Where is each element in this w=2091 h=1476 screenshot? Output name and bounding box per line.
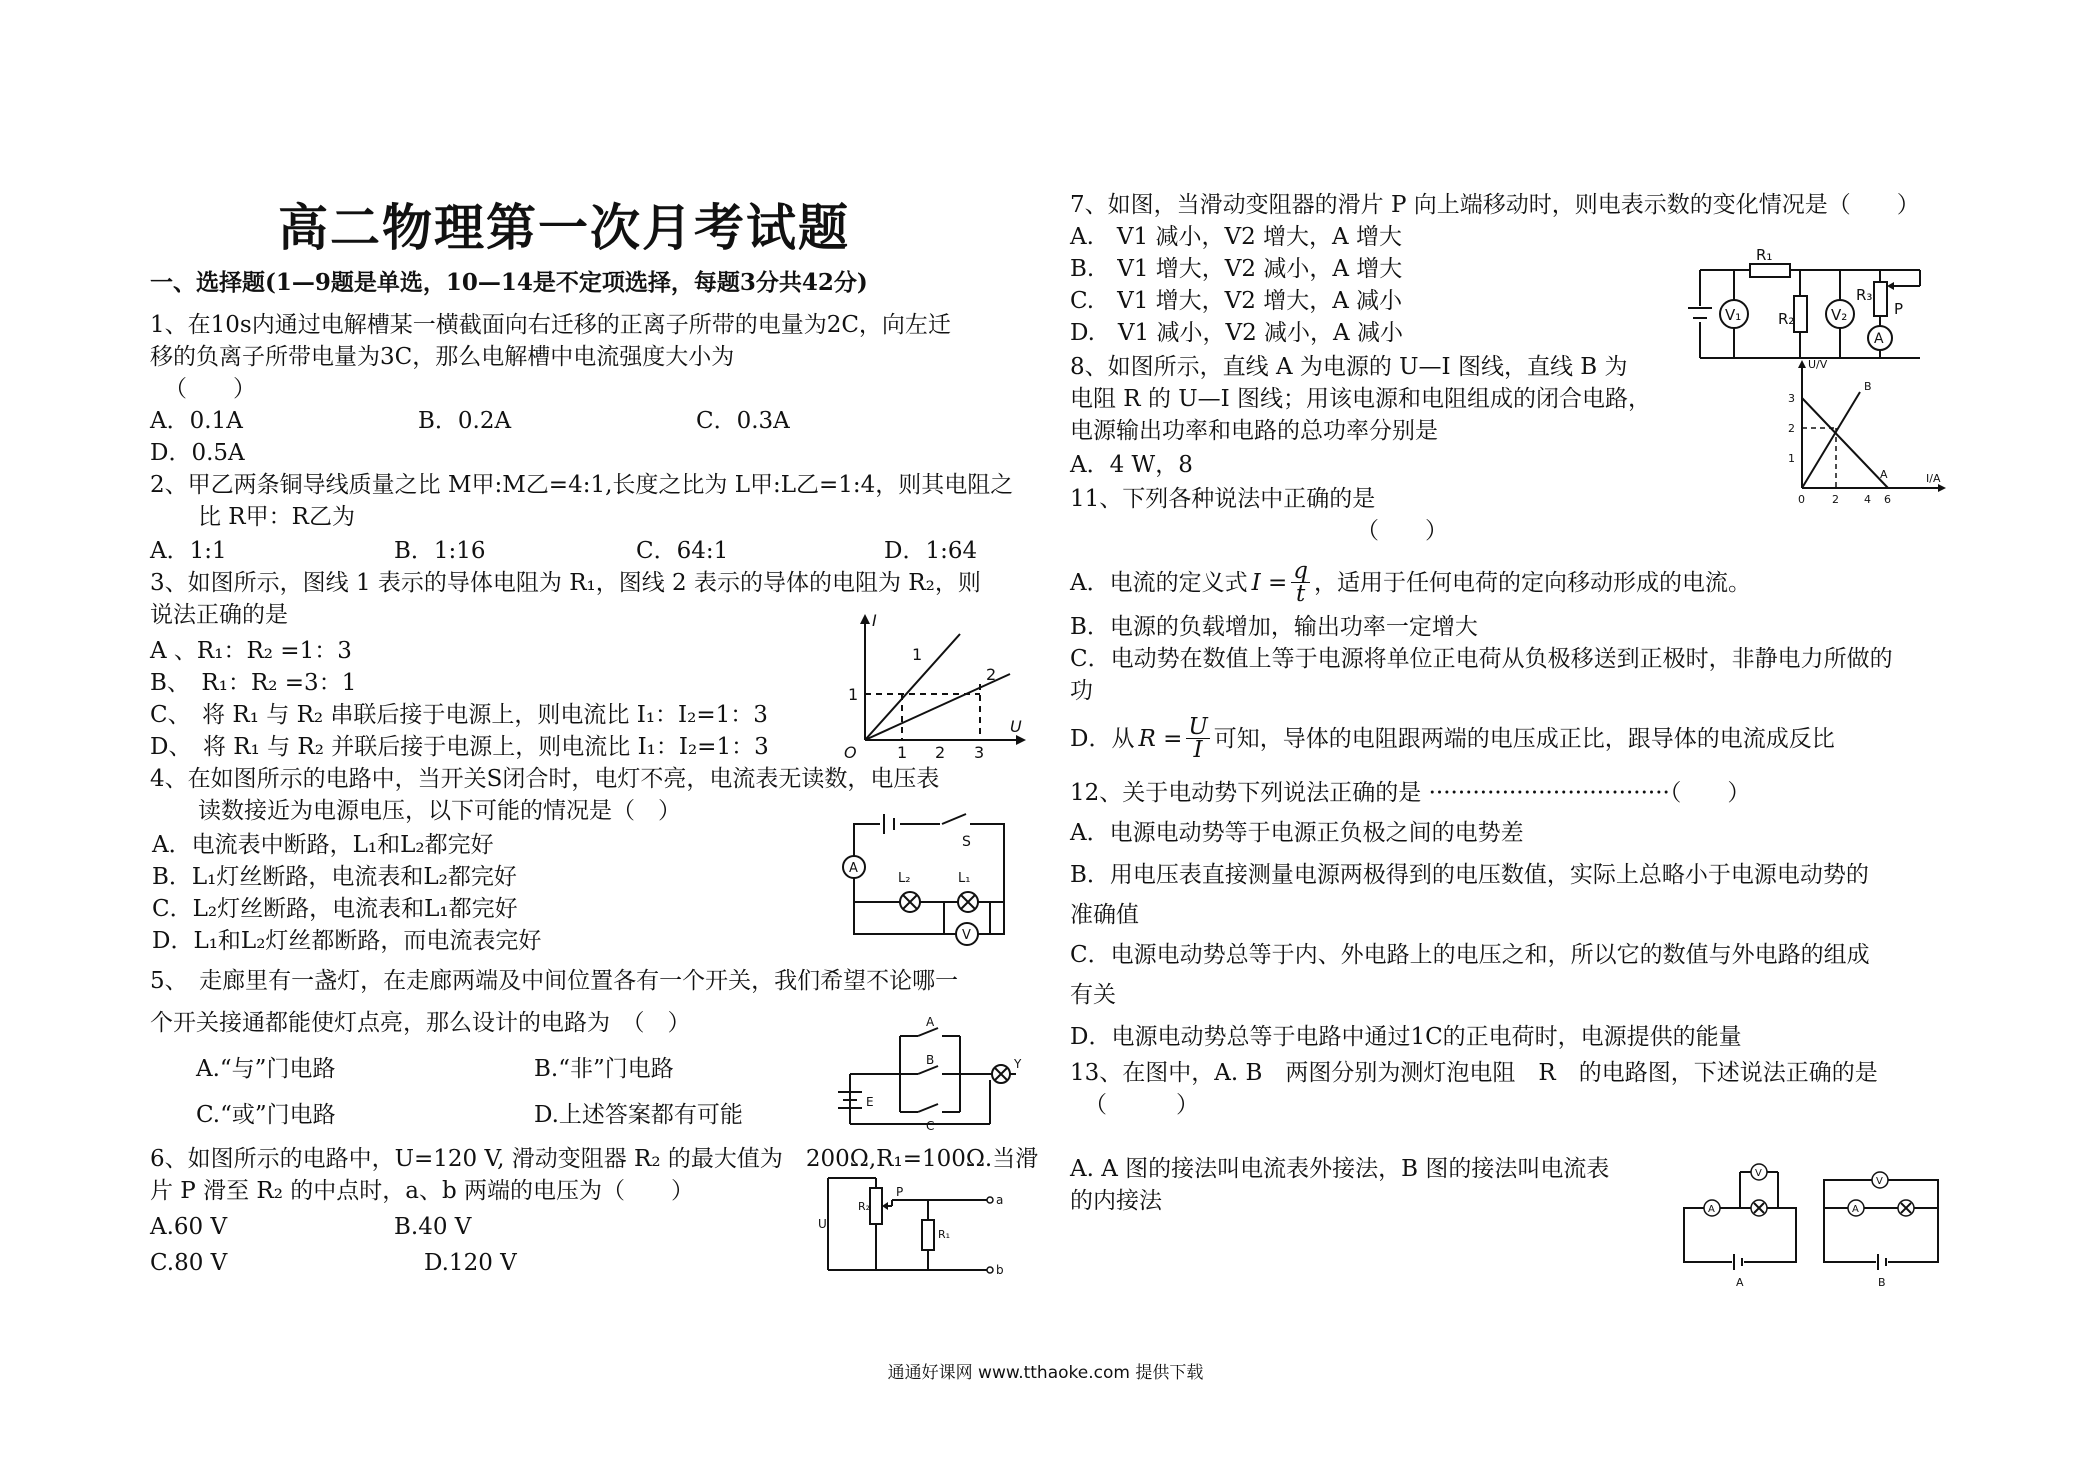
- q11-formula-numerator: q: [1293, 558, 1309, 584]
- q6-option-a: A.60 V: [150, 1214, 228, 1240]
- q12-option-c-line1: C．电源电动势总等于内、外电路上的电压之和，所以它的数值与外电路的组成: [1070, 942, 1870, 968]
- q11-stem: 11、下列各种说法中正确的是: [1070, 486, 1376, 512]
- page-title: 高二物理第一次月考试题: [278, 199, 850, 257]
- q11-formula-d-fraction: [1186, 716, 1209, 761]
- q5-stem-line2: 个开关接通都能使灯点亮，那么设计的电路为 （ ）: [150, 1010, 691, 1036]
- q8-ui-graph: [1780, 356, 1960, 506]
- q4-stem-line2: 读数接近为电源电压，以下可能的情况是（ ）: [198, 798, 681, 824]
- q6-option-d: D.120 V: [424, 1250, 517, 1276]
- q4-circuit-diagram: [840, 812, 1020, 950]
- q7-r2-label: R₂: [1778, 310, 1795, 328]
- q8-stem-line3: 电源输出功率和电路的总功率分别是: [1070, 418, 1438, 444]
- q11-formula-fraction: [1291, 560, 1310, 605]
- q8-tick-y2: 2: [1788, 422, 1795, 435]
- q2-option-a: A．1:1: [150, 538, 227, 564]
- q5-source-label: E: [866, 1095, 874, 1109]
- q1-option-a: A．0.1A: [150, 408, 243, 434]
- q11-option-c-line2: 功: [1070, 678, 1093, 704]
- q2-stem-line2: 比 R甲：R乙为: [198, 504, 355, 530]
- q6-stem-line1: 6、如图所示的电路中，U=120 V, 滑动变阻器 R₂ 的最大值为 200Ω,R₁=100Ω.当滑: [150, 1146, 1039, 1172]
- q3-stem-line2: 说法正确的是: [150, 602, 288, 628]
- q13-option-a-line2: 的内接法: [1070, 1188, 1162, 1214]
- q13-label-a: A: [1736, 1276, 1744, 1289]
- right-column: [1070, 0, 1970, 1476]
- q1-stem-line1: 1、在10s内通过电解槽某一横截面向右迁移的正离子所带的电量为2C，向左迁: [150, 312, 951, 338]
- q3-origin-label: O: [844, 743, 857, 762]
- q5-stem-line1: 5、 走廊里有一盏灯，在走廊两端及中间位置各有一个开关，我们希望不论哪一: [150, 968, 959, 994]
- q6-r2-label: R₂: [858, 1200, 871, 1213]
- q13-circuit-diagrams: [1680, 1160, 1950, 1290]
- q3-tick-x3: 3: [974, 743, 985, 762]
- q4-stem-line1: 4、在如图所示的电路中，当开关S闭合时，电灯不亮，电流表无读数，电压表: [150, 766, 940, 792]
- q6-u-label: U: [818, 1217, 827, 1231]
- q11-formula-lhs: I =: [1251, 569, 1288, 596]
- q3-line2-label: 2: [986, 665, 997, 684]
- q11-formula-d-lhs: R =: [1138, 725, 1183, 752]
- q4-option-c: C．L₂灯丝断路，电流表和L₁都完好: [152, 896, 518, 922]
- q12-option-c-line2: 有关: [1070, 982, 1116, 1008]
- q2-option-d: D．1:64: [884, 538, 978, 564]
- q3-option-a: A 、R₁：R₂ =1：3: [150, 638, 352, 664]
- q8-tick-y1: 1: [1788, 452, 1795, 465]
- q5-switch-c-label: C: [926, 1119, 935, 1132]
- q3-stem-line1: 3、如图所示，图线 1 表示的导体电阻为 R₁，图线 2 表示的导体的电阻为 R₂，则: [150, 570, 981, 596]
- q12-option-b-line1: B．用电压表直接测量电源两极得到的电压数值，实际上总略小于电源电动势的: [1070, 862, 1869, 888]
- q5-option-d: D.上述答案都有可能: [534, 1102, 743, 1128]
- q3-tick-x1: 1: [897, 743, 908, 762]
- q13-b-voltmeter: V: [1876, 1176, 1883, 1187]
- q12-stem: 12、关于电动势下列说法正确的是 ·································（ ）: [1070, 780, 1751, 806]
- q5-lamp-label: Y: [1014, 1057, 1022, 1071]
- q8-tick-x4: 4: [1864, 493, 1871, 506]
- left-column: [150, 0, 1039, 1476]
- q11-option-a-prefix: A．电流的定义式: [1070, 569, 1248, 596]
- q13-option-a-line1: A. A 图的接法叫电流表外接法，B 图的接法叫电流表: [1070, 1156, 1610, 1182]
- q7-option-a: A. V1 减小，V2 增大，A 增大: [1070, 224, 1402, 250]
- q11-option-d-prefix: D．从: [1070, 725, 1135, 752]
- q7-stem: 7、如图，当滑动变阻器的滑片 P 向上端移动时，则电表示数的变化情况是（ ）: [1070, 192, 1920, 218]
- q4-voltmeter-label: V: [962, 928, 971, 943]
- q3-line1-label: 1: [912, 645, 923, 664]
- q1-option-d: D．0.5A: [150, 440, 245, 466]
- q2-stem-line1: 2、甲乙两条铜导线质量之比 M甲:M乙=4:1,长度之比为 L甲:L乙=1:4，则其电阻之: [150, 472, 1014, 498]
- q5-switch-b-label: B: [926, 1053, 935, 1067]
- q13-a-ammeter: A: [1708, 1204, 1715, 1215]
- q4-option-b: B．L₁灯丝断路，电流表和L₂都完好: [152, 864, 517, 890]
- q8-stem-line2: 电阻 R 的 U—I 图线；用该电源和电阻组成的闭合电路，: [1070, 386, 1652, 412]
- q3-tick-x2: 2: [935, 743, 946, 762]
- q7-option-c: C. V1 增大，V2 增大，A 减小: [1070, 288, 1403, 314]
- q6-stem-line2: 片 P 滑至 R₂ 的中点时，a、b 两端的电压为（ ）: [150, 1178, 695, 1204]
- q2-option-c: C．64:1: [636, 538, 729, 564]
- q8-tick-x6: 6: [1884, 493, 1891, 506]
- q1-stem-line2: 移的负离子所带电量为3C，那么电解槽中电流强度大小为: [150, 344, 735, 370]
- q4-switch-label: S: [962, 834, 971, 850]
- q8-tick-y3: 3: [1788, 392, 1795, 405]
- q11-formula-denominator: t: [1296, 581, 1306, 607]
- q4-l2-label: L₂: [898, 871, 911, 886]
- q7-v2-label: V₂: [1831, 306, 1848, 324]
- q13-a-voltmeter: V: [1755, 1168, 1762, 1179]
- q12-option-d: D．电源电动势总等于电路中通过1C的正电荷时，电源提供的能量: [1070, 1024, 1742, 1050]
- q13-diagram-b: [1824, 1172, 1938, 1289]
- q11-option-a: [1070, 560, 1751, 605]
- q13-stem-line2: （ ）: [1084, 1092, 1199, 1118]
- q8-option-a: A．4 W，8: [1070, 452, 1193, 478]
- q7-p-label: P: [1894, 300, 1904, 318]
- q3-axis-u-label: U: [1010, 717, 1022, 736]
- q3-option-d: D、 将 R₁ 与 R₂ 并联后接于电源上，则电流比 I₁：I₂=1：3: [150, 734, 769, 760]
- q2-option-b: B．1:16: [394, 538, 486, 564]
- q11-option-b: B．电源的负载增加，输出功率一定增大: [1070, 614, 1478, 640]
- q8-stem-line1: 8、如图所示，直线 A 为电源的 U—I 图线，直线 B 为: [1070, 354, 1628, 380]
- q7-option-d: D. V1 减小，V2 减小，A 减小: [1070, 320, 1403, 346]
- q7-r3-label: R₃: [1856, 286, 1873, 304]
- page-footer: 通通好课网 www.tthaoke.com 提供下载: [887, 1363, 1204, 1383]
- q6-p-label: P: [896, 1185, 904, 1199]
- q13-b-ammeter: A: [1852, 1204, 1859, 1215]
- q11-formula-d-denominator: I: [1193, 737, 1203, 763]
- q7-circuit-diagram: [1680, 246, 1942, 366]
- q7-r1-label: R₁: [1756, 246, 1773, 264]
- q3-axis-i-label: I: [872, 612, 877, 630]
- q7-v1-label: V₁: [1725, 306, 1742, 324]
- q8-axis-u-label: U/V: [1808, 358, 1828, 371]
- q6-divider-circuit: [818, 1170, 1010, 1280]
- section-heading: 一、选择题(1—9题是单选，10—14是不定项选择，每题3分共42分): [150, 269, 868, 296]
- q4-option-a: A．电流表中断路，L₁和L₂都完好: [152, 832, 494, 858]
- q5-option-c: C.“或”门电路: [196, 1102, 336, 1128]
- q1-option-b: B．0.2A: [418, 408, 512, 434]
- q1-option-c: C．0.3A: [696, 408, 790, 434]
- q13-stem-line1: 13、在图中，A. B 两图分别为测灯泡电阻 R 的电路图，下述说法正确的是: [1070, 1060, 1878, 1086]
- q6-option-c: C.80 V: [150, 1250, 228, 1276]
- q8-tick-x2: 2: [1832, 493, 1839, 506]
- q6-a-terminal: a: [996, 1193, 1004, 1207]
- q12-option-a: A．电源电动势等于电源正负极之间的电势差: [1070, 820, 1524, 846]
- q7-option-b: B. V1 增大，V2 减小，A 增大: [1070, 256, 1403, 282]
- q8-line-a-label: A: [1880, 468, 1888, 481]
- q13-label-b: B: [1878, 1276, 1886, 1289]
- q11-answer-blank: （ ）: [1356, 518, 1448, 544]
- q11-option-d-suffix: 可知，导体的电阻跟两端的电压成正比，跟导体的电流成反比: [1213, 725, 1835, 752]
- q4-l1-label: L₁: [958, 871, 971, 886]
- q11-option-c-line1: C．电动势在数值上等于电源将单位正电荷从负极移送到正极时，非静电力所做的: [1070, 646, 1893, 672]
- q5-option-b: B.“非”门电路: [534, 1056, 674, 1082]
- q7-ammeter-label: A: [1874, 331, 1884, 347]
- q6-b-terminal: b: [996, 1263, 1004, 1277]
- q3-tick-y1: 1: [848, 685, 859, 704]
- q8-line-b-label: B: [1864, 380, 1872, 393]
- q4-option-d: D．L₁和L₂灯丝都断路，而电流表完好: [152, 928, 542, 954]
- q1-answer-blank: （ ）: [164, 376, 256, 402]
- q3-iu-graph: [840, 612, 1030, 762]
- q3-option-b: B、 R₁：R₂ =3：1: [150, 670, 357, 696]
- q5-option-a: A.“与”门电路: [196, 1056, 336, 1082]
- q6-r1-label: R₁: [938, 1228, 951, 1241]
- q5-switch-a-label: A: [926, 1015, 935, 1029]
- q11-option-d: [1070, 716, 1835, 761]
- q13-diagram-a: [1684, 1164, 1796, 1289]
- q8-tick-x0: 0: [1798, 493, 1805, 506]
- q11-formula-d-numerator: U: [1188, 714, 1208, 740]
- q12-option-b-line2: 准确值: [1070, 902, 1139, 928]
- q11-option-a-suffix: ，适用于任何电荷的定向移动形成的电流。: [1314, 569, 1752, 596]
- q4-ammeter-label: A: [849, 861, 858, 876]
- q5-switch-circuit: [830, 1012, 1030, 1132]
- q8-axis-i-label: I/A: [1926, 472, 1941, 485]
- q6-option-b: B.40 V: [394, 1214, 472, 1240]
- q3-option-c: C、 将 R₁ 与 R₂ 串联后接于电源上，则电流比 I₁：I₂=1：3: [150, 702, 768, 728]
